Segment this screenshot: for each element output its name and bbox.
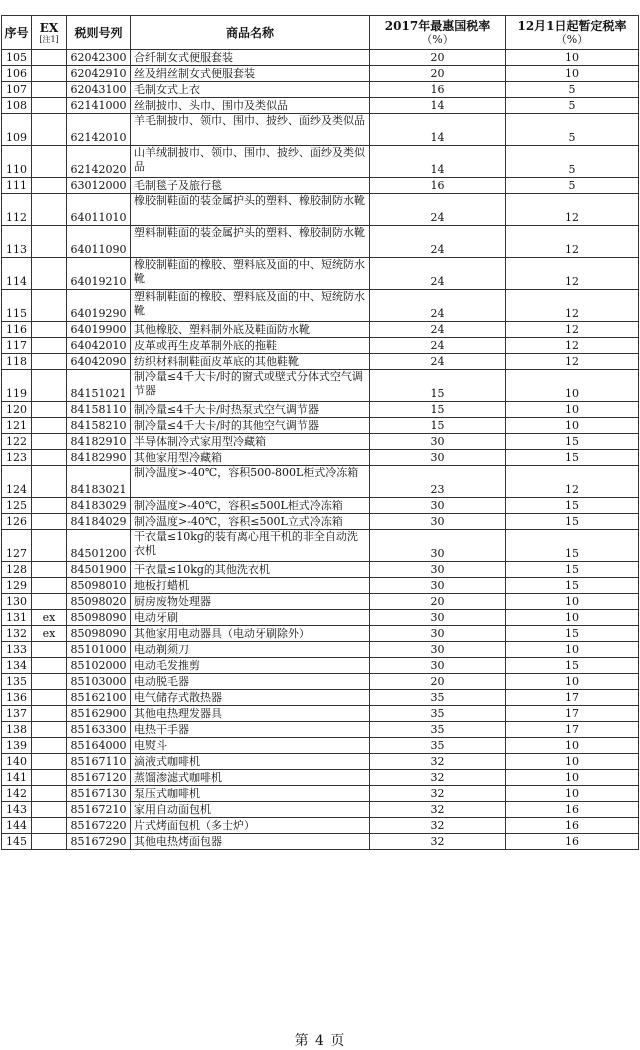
tariff-table: [1, 15, 639, 850]
cell-temp-rate: 15: [506, 562, 639, 578]
cell-temp-rate: 17: [506, 706, 639, 722]
cell-name: 丝及绢丝制女式便服套装: [131, 66, 370, 82]
cell-code: 85098090: [67, 610, 131, 626]
cell-seq: 138: [2, 722, 32, 738]
cell-mfn-rate: 35: [370, 722, 506, 738]
cell-mfn-rate: 30: [370, 434, 506, 450]
cell-name: 其他电热烤面包器: [131, 834, 370, 850]
table-row: [2, 98, 639, 114]
cell-mfn-rate: 32: [370, 818, 506, 834]
cell-code: 85098020: [67, 594, 131, 610]
cell-code: 64019210: [67, 258, 131, 290]
cell-code: 85164000: [67, 738, 131, 754]
table-row: [2, 674, 639, 690]
cell-seq: 124: [2, 466, 32, 498]
cell-name: 电动剃须刀: [131, 642, 370, 658]
cell-code: 84501200: [67, 530, 131, 562]
table-row: [2, 562, 639, 578]
cell-code: 85167120: [67, 770, 131, 786]
cell-code: 85167290: [67, 834, 131, 850]
cell-temp-rate: 15: [506, 450, 639, 466]
cell-temp-rate: 10: [506, 770, 639, 786]
cell-seq: 139: [2, 738, 32, 754]
table-row: [2, 786, 639, 802]
cell-ex: [32, 290, 67, 322]
cell-code: 84182990: [67, 450, 131, 466]
cell-ex: [32, 498, 67, 514]
cell-code: 64011010: [67, 194, 131, 226]
table-row: [2, 178, 639, 194]
cell-temp-rate: 5: [506, 98, 639, 114]
cell-temp-rate: 15: [506, 434, 639, 450]
cell-name: 制冷温度>-40℃，容积≤500L柜式冷冻箱: [131, 498, 370, 514]
cell-name: 制冷量≤4千大卡/时的其他空气调节器: [131, 418, 370, 434]
cell-ex: [32, 562, 67, 578]
cell-mfn-rate: 30: [370, 642, 506, 658]
cell-mfn-rate: 30: [370, 578, 506, 594]
cell-mfn-rate: 16: [370, 178, 506, 194]
cell-mfn-rate: 20: [370, 674, 506, 690]
cell-seq: 115: [2, 290, 32, 322]
cell-name: 其他家用电动器具（电动牙刷除外）: [131, 626, 370, 642]
cell-seq: 114: [2, 258, 32, 290]
cell-mfn-rate: 24: [370, 322, 506, 338]
cell-seq: 127: [2, 530, 32, 562]
cell-seq: 111: [2, 178, 32, 194]
cell-seq: 137: [2, 706, 32, 722]
page-number: 第 4 页: [294, 1033, 346, 1049]
cell-name: 制冷温度>-40℃，容积≤500L立式冷冻箱: [131, 514, 370, 530]
cell-code: 85098010: [67, 578, 131, 594]
cell-seq: 117: [2, 338, 32, 354]
cell-mfn-rate: 32: [370, 834, 506, 850]
cell-temp-rate: 12: [506, 466, 639, 498]
cell-code: 85103000: [67, 674, 131, 690]
cell-seq: 107: [2, 82, 32, 98]
header-ex: EX [注1]: [32, 16, 67, 50]
table-row: [2, 146, 639, 178]
cell-mfn-rate: 24: [370, 354, 506, 370]
cell-seq: 136: [2, 690, 32, 706]
table-row: [2, 402, 639, 418]
header-name: 商品名称: [131, 16, 370, 50]
table-row: [2, 466, 639, 498]
table-row: [2, 818, 639, 834]
cell-ex: [32, 594, 67, 610]
table-row: [2, 610, 639, 626]
cell-mfn-rate: 30: [370, 562, 506, 578]
cell-name: 电动脱毛器: [131, 674, 370, 690]
cell-ex: [32, 450, 67, 466]
cell-ex: [32, 114, 67, 146]
table-row: [2, 594, 639, 610]
cell-mfn-rate: 24: [370, 194, 506, 226]
cell-ex: [32, 770, 67, 786]
cell-temp-rate: 5: [506, 114, 639, 146]
cell-code: 62142020: [67, 146, 131, 178]
table-row: [2, 770, 639, 786]
cell-seq: 113: [2, 226, 32, 258]
cell-name: 合纤制女式便服套装: [131, 50, 370, 66]
cell-mfn-rate: 30: [370, 626, 506, 642]
cell-seq: 118: [2, 354, 32, 370]
cell-mfn-rate: 32: [370, 770, 506, 786]
cell-mfn-rate: 30: [370, 530, 506, 562]
cell-seq: 141: [2, 770, 32, 786]
cell-mfn-rate: 20: [370, 50, 506, 66]
cell-mfn-rate: 15: [370, 402, 506, 418]
cell-temp-rate: 10: [506, 370, 639, 402]
cell-ex: [32, 50, 67, 66]
table-row: [2, 258, 639, 290]
table-row: [2, 834, 639, 850]
table-row: [2, 66, 639, 82]
cell-seq: 109: [2, 114, 32, 146]
table-row: [2, 802, 639, 818]
cell-ex: [32, 322, 67, 338]
table-row: [2, 530, 639, 562]
cell-ex: [32, 338, 67, 354]
table-row: [2, 290, 639, 322]
cell-code: 64019900: [67, 322, 131, 338]
cell-mfn-rate: 30: [370, 610, 506, 626]
cell-name: 半导体制冷式家用型冷藏箱: [131, 434, 370, 450]
cell-seq: 108: [2, 98, 32, 114]
cell-name: 其他家用型冷藏箱: [131, 450, 370, 466]
cell-temp-rate: 17: [506, 690, 639, 706]
cell-code: 62142010: [67, 114, 131, 146]
cell-name: 橡胶制鞋面的装金属护头的塑料、橡胶制防水靴: [131, 194, 370, 226]
cell-seq: 105: [2, 50, 32, 66]
cell-mfn-rate: 15: [370, 418, 506, 434]
cell-ex: ex: [32, 610, 67, 626]
cell-name: 山羊绒制披巾、领巾、围巾、披纱、面纱及类似品: [131, 146, 370, 178]
table-row: [2, 738, 639, 754]
table-row: [2, 658, 639, 674]
cell-code: 84183021: [67, 466, 131, 498]
cell-temp-rate: 5: [506, 178, 639, 194]
cell-mfn-rate: 30: [370, 450, 506, 466]
cell-code: 84183029: [67, 498, 131, 514]
cell-temp-rate: 12: [506, 354, 639, 370]
cell-name: 制冷温度>-40℃，容积500-800L柜式冷冻箱: [131, 466, 370, 498]
cell-ex: [32, 434, 67, 450]
cell-mfn-rate: 20: [370, 66, 506, 82]
cell-name: 家用自动面包机: [131, 802, 370, 818]
cell-name: 毛制女式上衣: [131, 82, 370, 98]
cell-name: 电动牙刷: [131, 610, 370, 626]
cell-temp-rate: 15: [506, 626, 639, 642]
cell-temp-rate: 15: [506, 514, 639, 530]
cell-seq: 128: [2, 562, 32, 578]
table-row: [2, 706, 639, 722]
cell-name: 厨房废物处理器: [131, 594, 370, 610]
cell-mfn-rate: 23: [370, 466, 506, 498]
cell-temp-rate: 12: [506, 258, 639, 290]
header-seq: 序号: [2, 16, 32, 50]
cell-temp-rate: 10: [506, 594, 639, 610]
cell-ex: [32, 402, 67, 418]
cell-ex: [32, 82, 67, 98]
cell-ex: [32, 690, 67, 706]
table-row: [2, 722, 639, 738]
cell-seq: 121: [2, 418, 32, 434]
table-row: [2, 690, 639, 706]
cell-code: 62141000: [67, 98, 131, 114]
cell-code: 64042010: [67, 338, 131, 354]
cell-mfn-rate: 15: [370, 370, 506, 402]
cell-mfn-rate: 30: [370, 658, 506, 674]
cell-temp-rate: 15: [506, 658, 639, 674]
cell-code: 85167110: [67, 754, 131, 770]
table-row: [2, 450, 639, 466]
header-ex-note: [注1]: [39, 34, 59, 44]
cell-code: 85101000: [67, 642, 131, 658]
cell-code: 62042300: [67, 50, 131, 66]
cell-temp-rate: 5: [506, 146, 639, 178]
cell-temp-rate: 10: [506, 786, 639, 802]
cell-code: 63012000: [67, 178, 131, 194]
cell-ex: [32, 786, 67, 802]
cell-temp-rate: 10: [506, 738, 639, 754]
cell-name: 皮革或再生皮革制外底的拖鞋: [131, 338, 370, 354]
cell-name: 塑料制鞋面的装金属护头的塑料、橡胶制防水靴: [131, 226, 370, 258]
cell-ex: [32, 354, 67, 370]
cell-code: 64011090: [67, 226, 131, 258]
cell-name: 滴液式咖啡机: [131, 754, 370, 770]
cell-seq: 106: [2, 66, 32, 82]
table-row: [2, 338, 639, 354]
cell-ex: [32, 658, 67, 674]
cell-code: 85098090: [67, 626, 131, 642]
cell-seq: 120: [2, 402, 32, 418]
cell-seq: 144: [2, 818, 32, 834]
table-row: [2, 626, 639, 642]
cell-seq: 126: [2, 514, 32, 530]
cell-seq: 142: [2, 786, 32, 802]
cell-seq: 131: [2, 610, 32, 626]
cell-name: 其他电热理发器具: [131, 706, 370, 722]
cell-seq: 129: [2, 578, 32, 594]
cell-name: 制冷量≤4千大卡/时热泵式空气调节器: [131, 402, 370, 418]
cell-code: 84158210: [67, 418, 131, 434]
header-mfn-rate: 2017年最惠国税率 （%）: [370, 16, 506, 50]
cell-ex: [32, 818, 67, 834]
cell-name: 电熨斗: [131, 738, 370, 754]
cell-mfn-rate: 24: [370, 226, 506, 258]
cell-temp-rate: 10: [506, 610, 639, 626]
cell-temp-rate: 10: [506, 402, 639, 418]
table-row: [2, 642, 639, 658]
table-row: [2, 370, 639, 402]
cell-ex: [32, 370, 67, 402]
cell-mfn-rate: 30: [370, 498, 506, 514]
cell-mfn-rate: 24: [370, 338, 506, 354]
cell-code: 85162900: [67, 706, 131, 722]
cell-name: 干衣量≤10kg的其他洗衣机: [131, 562, 370, 578]
cell-code: 85102000: [67, 658, 131, 674]
cell-temp-rate: 15: [506, 530, 639, 562]
cell-temp-rate: 5: [506, 82, 639, 98]
cell-seq: 130: [2, 594, 32, 610]
cell-mfn-rate: 24: [370, 258, 506, 290]
cell-ex: [32, 146, 67, 178]
cell-seq: 116: [2, 322, 32, 338]
cell-seq: 122: [2, 434, 32, 450]
header-temp-rate: 12月1日起暂定税率 （%）: [506, 16, 639, 50]
cell-name: 制冷量≤4千大卡/时的窗式或壁式分体式空气调节器: [131, 370, 370, 402]
cell-ex: ex: [32, 626, 67, 642]
cell-temp-rate: 10: [506, 50, 639, 66]
cell-name: 羊毛制披巾、领巾、围巾、披纱、面纱及类似品: [131, 114, 370, 146]
table-row: [2, 418, 639, 434]
cell-code: 84158110: [67, 402, 131, 418]
cell-name: 泵压式咖啡机: [131, 786, 370, 802]
cell-name: 电动毛发推剪: [131, 658, 370, 674]
cell-temp-rate: 10: [506, 754, 639, 770]
header-code: 税则号列: [67, 16, 131, 50]
cell-name: 塑料制鞋面的橡胶、塑料底及面的中、短统防水靴: [131, 290, 370, 322]
cell-temp-rate: 12: [506, 290, 639, 322]
cell-mfn-rate: 16: [370, 82, 506, 98]
cell-code: 84151021: [67, 370, 131, 402]
cell-mfn-rate: 24: [370, 290, 506, 322]
cell-temp-rate: 16: [506, 802, 639, 818]
cell-seq: 133: [2, 642, 32, 658]
cell-temp-rate: 10: [506, 66, 639, 82]
cell-seq: 119: [2, 370, 32, 402]
table-row: [2, 514, 639, 530]
table-row: [2, 226, 639, 258]
cell-seq: 140: [2, 754, 32, 770]
cell-seq: 125: [2, 498, 32, 514]
cell-code: 85167130: [67, 786, 131, 802]
cell-name: 橡胶制鞋面的橡胶、塑料底及面的中、短统防水靴: [131, 258, 370, 290]
cell-temp-rate: 17: [506, 722, 639, 738]
cell-ex: [32, 738, 67, 754]
cell-ex: [32, 802, 67, 818]
table-row: [2, 322, 639, 338]
cell-ex: [32, 258, 67, 290]
cell-code: 62043100: [67, 82, 131, 98]
cell-seq: 145: [2, 834, 32, 850]
cell-ex: [32, 66, 67, 82]
cell-seq: 135: [2, 674, 32, 690]
cell-ex: [32, 194, 67, 226]
cell-ex: [32, 722, 67, 738]
cell-code: 85163300: [67, 722, 131, 738]
cell-seq: 132: [2, 626, 32, 642]
cell-ex: [32, 674, 67, 690]
cell-ex: [32, 642, 67, 658]
cell-name: 毛制毯子及旅行毯: [131, 178, 370, 194]
cell-seq: 112: [2, 194, 32, 226]
cell-mfn-rate: 30: [370, 514, 506, 530]
cell-ex: [32, 706, 67, 722]
header-row: [2, 16, 639, 50]
cell-temp-rate: 15: [506, 498, 639, 514]
cell-mfn-rate: 14: [370, 146, 506, 178]
cell-name: 干衣量≤10kg的装有离心甩干机的非全自动洗衣机: [131, 530, 370, 562]
table-row: [2, 82, 639, 98]
cell-seq: 134: [2, 658, 32, 674]
table-row: [2, 194, 639, 226]
cell-ex: [32, 754, 67, 770]
cell-name: 丝制披巾、头巾、围巾及类似品: [131, 98, 370, 114]
cell-name: 电气储存式散热器: [131, 690, 370, 706]
table-row: [2, 754, 639, 770]
cell-ex: [32, 418, 67, 434]
cell-ex: [32, 834, 67, 850]
cell-ex: [32, 466, 67, 498]
cell-temp-rate: 16: [506, 834, 639, 850]
cell-code: 84184029: [67, 514, 131, 530]
cell-code: 64042090: [67, 354, 131, 370]
cell-code: 85167220: [67, 818, 131, 834]
table-row: [2, 114, 639, 146]
cell-mfn-rate: 35: [370, 706, 506, 722]
cell-mfn-rate: 14: [370, 114, 506, 146]
cell-seq: 110: [2, 146, 32, 178]
cell-temp-rate: 15: [506, 578, 639, 594]
cell-code: 62042910: [67, 66, 131, 82]
cell-temp-rate: 10: [506, 642, 639, 658]
cell-name: 纺织材料制鞋面皮革底的其他鞋靴: [131, 354, 370, 370]
cell-mfn-rate: 35: [370, 690, 506, 706]
cell-temp-rate: 12: [506, 226, 639, 258]
cell-name: 地板打蜡机: [131, 578, 370, 594]
table-row: [2, 498, 639, 514]
cell-name: 其他橡胶、塑料制外底及鞋面防水靴: [131, 322, 370, 338]
cell-ex: [32, 530, 67, 562]
cell-temp-rate: 12: [506, 194, 639, 226]
cell-code: 84501900: [67, 562, 131, 578]
cell-code: 85167210: [67, 802, 131, 818]
cell-ex: [32, 226, 67, 258]
cell-temp-rate: 10: [506, 418, 639, 434]
cell-temp-rate: 12: [506, 322, 639, 338]
cell-temp-rate: 12: [506, 338, 639, 354]
cell-temp-rate: 16: [506, 818, 639, 834]
table-row: [2, 354, 639, 370]
cell-mfn-rate: 32: [370, 786, 506, 802]
table-row: [2, 50, 639, 66]
cell-ex: [32, 578, 67, 594]
cell-ex: [32, 514, 67, 530]
cell-name: 片式烤面包机（多士炉）: [131, 818, 370, 834]
cell-seq: 143: [2, 802, 32, 818]
cell-code: 85162100: [67, 690, 131, 706]
cell-name: 蒸馏渗滤式咖啡机: [131, 770, 370, 786]
cell-code: 84182910: [67, 434, 131, 450]
cell-seq: 123: [2, 450, 32, 466]
cell-ex: [32, 98, 67, 114]
cell-code: 64019290: [67, 290, 131, 322]
cell-name: 电热干手器: [131, 722, 370, 738]
cell-mfn-rate: 14: [370, 98, 506, 114]
table-row: [2, 578, 639, 594]
cell-ex: [32, 178, 67, 194]
cell-mfn-rate: 32: [370, 754, 506, 770]
cell-temp-rate: 10: [506, 674, 639, 690]
cell-mfn-rate: 20: [370, 594, 506, 610]
cell-mfn-rate: 35: [370, 738, 506, 754]
cell-mfn-rate: 32: [370, 802, 506, 818]
table-row: [2, 434, 639, 450]
